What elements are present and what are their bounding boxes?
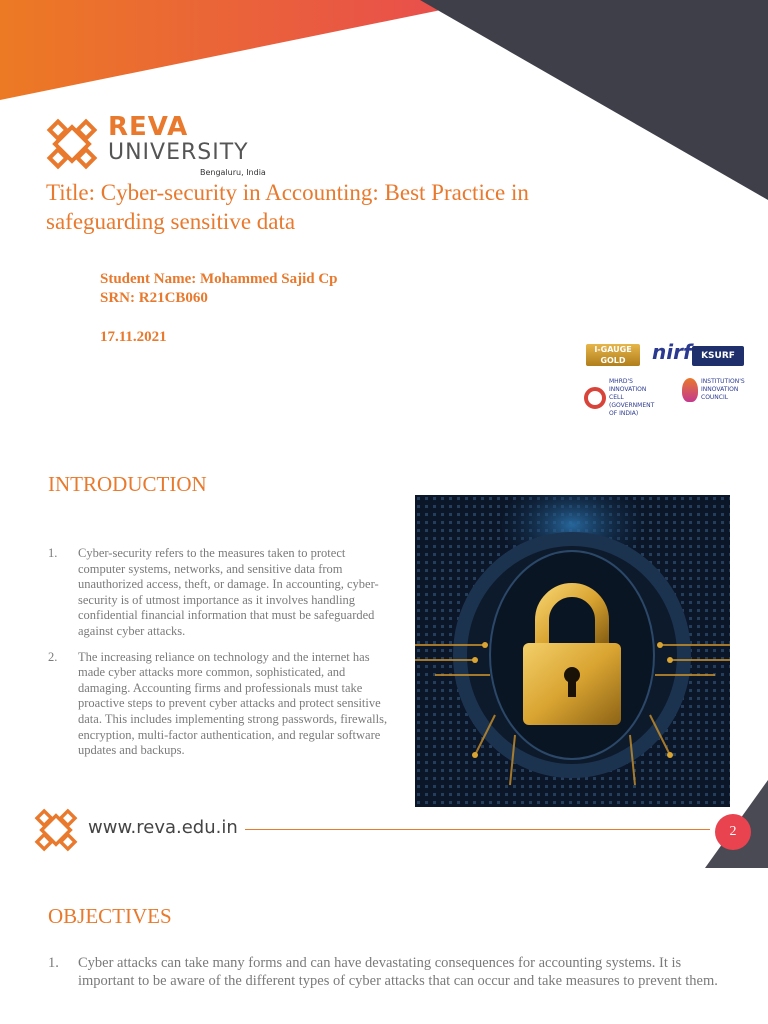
padlock-image [415,495,730,807]
introduction-list [48,546,390,769]
list-item-number: 1. [48,546,58,560]
list-item-number: 1. [48,955,59,971]
reva-knot-icon [34,808,78,852]
list-item-number: 2. [48,649,58,664]
list-item [48,546,390,640]
reva-knot-icon [46,118,98,170]
presentation-date: 17.11.2021 [100,329,167,345]
page-number: 2 [715,814,751,850]
list-item [48,954,738,990]
logo-city: Bengaluru, India [200,168,266,177]
gear-icon [584,387,606,409]
reva-logo [46,112,276,182]
slide-title: Title: Cyber-security in Accounting: Best Practice in safeguarding sensitive data [46,180,529,234]
orange-band [0,0,490,100]
objectives-list [48,954,738,990]
student-srn: SRN: R21CB060 [100,290,208,306]
logo-subtitle: UNIVERSITY [108,140,249,165]
accreditation-badges [578,338,754,417]
list-item-text: The increasing reliance on technology and the internet has made cyber attacks more common, sophisticated, and damaging. Accounting firms and professionals must take proactive steps to prevent cyber attacks and protect sensitive data. This includes implementing strong passwords, firewalls, encryption, multi-factor authentication, and regular software updates and backups. [78,649,388,758]
innovation-cell-badge: MHRD'S INNOVATION CELL (GOVERNMENT OF INDIA) [584,378,664,408]
footer-rule [245,829,710,830]
nirf-badge: nirf [652,340,692,364]
institution-council-badge: INSTITUTION'S INNOVATION COUNCIL [682,378,748,408]
list-item-text: Cyber attacks can take many forms and can have devastating consequences for accounting systems. It is important to be aware of the different types of cyber attacks that can occur and take measures to prevent them. [78,955,718,989]
flame-icon [682,378,698,402]
slide-2 [0,868,768,1024]
objectives-heading: OBJECTIVES [48,904,172,928]
student-name: Student Name: Mohammed Sajid Cp [100,271,338,287]
introduction-heading: INTRODUCTION [48,472,207,496]
list-item [48,650,390,759]
igauge-badge: I-GAUGE GOLD [586,344,640,366]
list-item-text: Cyber-security refers to the measures taken to protect computer systems, networks, and sensitive data from unauthorized access, theft, or damage. In accounting, cyber-security is of utmost importance as it involves handling confidential financial information that must be safeguarded against cyber attacks. [78,546,379,638]
logo-name: REVA [108,112,189,142]
ksurf-badge: KSURF [692,346,744,366]
dark-band [420,0,768,200]
footer-url: www.reva.edu.in [88,817,238,838]
